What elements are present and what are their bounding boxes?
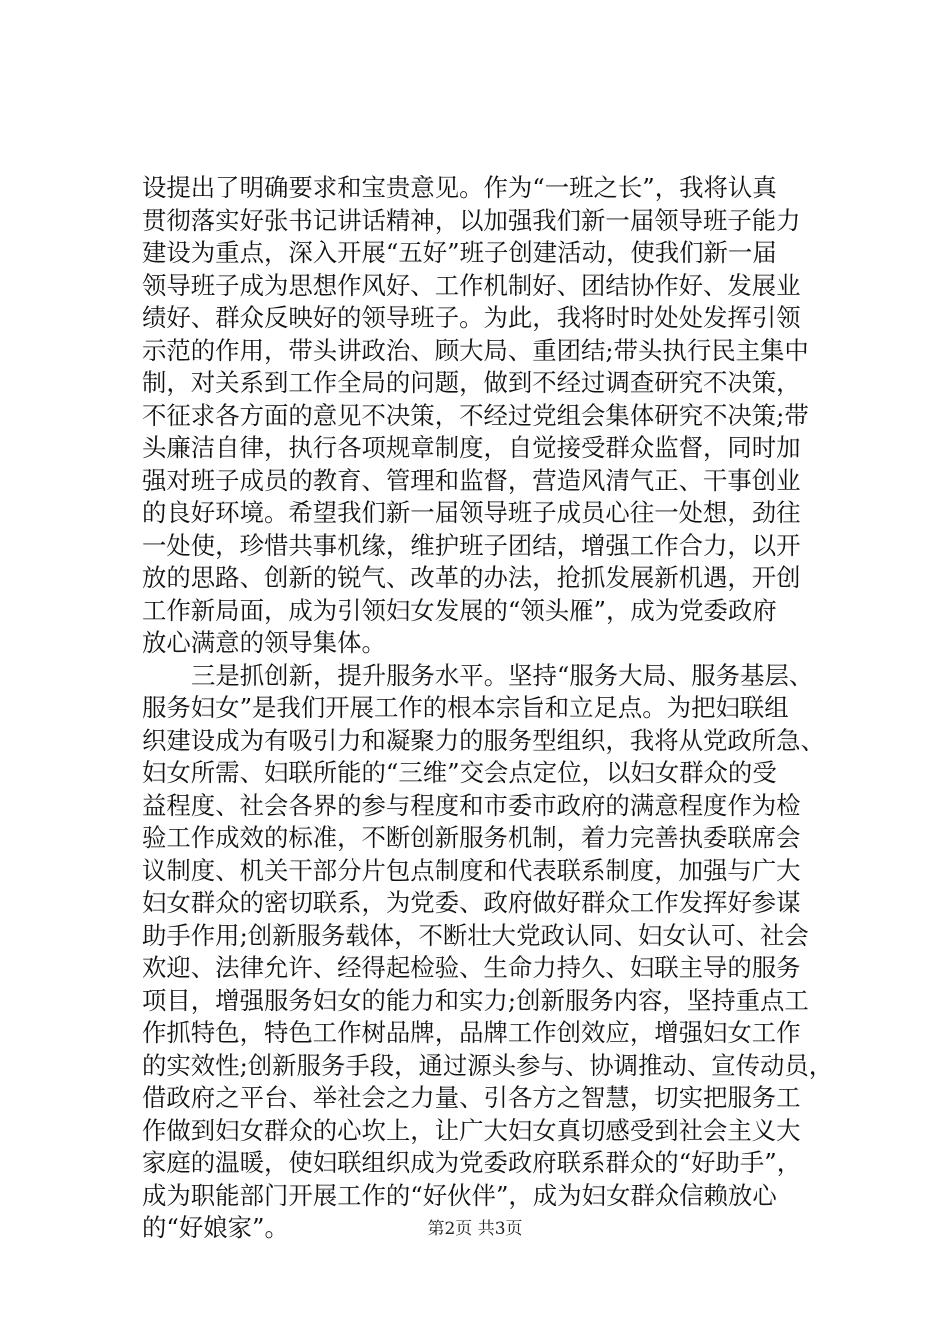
text-line: 验工作成效的标准，不断创新服务机制，着力完善执委联席会 — [142, 823, 801, 852]
text-line: 绩好、群众反映好的领导班子。为此，我将时时处处发挥引领 — [142, 303, 801, 332]
text-line: 工作新局面，成为引领妇女发展的“领头雁”，成为党委政府 — [142, 595, 777, 625]
paragraph-1 — [142, 172, 826, 660]
text-line: 领导班子成为思想作风好、工作机制好、团结协作好、发展业 — [142, 270, 801, 300]
text-line: 妇女所需、妇联所能的“三维”交会点定位，以妇女群众的受 — [142, 758, 777, 787]
text-line: 服务妇女”是我们开展工作的根本宗旨和立足点。为把妇联组 — [142, 693, 789, 722]
text-line: 欢迎、法律允许、经得起检验、生命力持久、妇联主导的服务 — [142, 953, 801, 982]
text-line: 借政府之平台、举社会之力量、引各方之智慧，切实把服务工 — [142, 1083, 801, 1112]
text-line: 放的思路、创新的锐气、改革的办法，抢抓发展新机遇，开创 — [142, 563, 801, 592]
text-line: 项目，增强服务妇女的能力和实力;创新服务内容，坚持重点工 — [142, 985, 809, 1015]
text-line: 三是抓创新，提升服务水平。坚持“服务大局、服务基层、 — [191, 660, 814, 690]
text-line: 示范的作用，带头讲政治、顾大局、重团结;带头执行民主集中 — [142, 335, 809, 365]
text-line: 制，对关系到工作全局的问题，做到不经过调查研究不决策， — [142, 368, 801, 397]
text-line: 不征求各方面的意见不决策，不经过党组会集体研究不决策;带 — [142, 400, 809, 430]
text-line: 贯彻落实好张书记讲话精神，以加强我们新一届领导班子能力 — [142, 205, 801, 235]
text-line: 强对班子成员的教育、管理和监督，营造风清气正、干事创业 — [142, 465, 801, 495]
paragraph-2 — [142, 660, 834, 1245]
text-line: 作抓特色，特色工作树品牌，品牌工作创效应，增强妇女工作 — [142, 1018, 801, 1047]
text-line: 的良好环境。希望我们新一届领导班子成员心往一处想，劲往 — [142, 498, 801, 527]
text-line: 的“好娘家”。 — [142, 1213, 289, 1242]
text-line: 放心满意的领导集体。 — [142, 628, 386, 657]
page-footer — [0, 1218, 950, 1240]
text-line: 家庭的温暖，使妇联组织成为党委政府联系群众的“好助手”， — [142, 1148, 802, 1177]
document-body — [142, 172, 834, 1245]
text-line: 议制度、机关干部分片包点制度和代表联系制度，加强与广大 — [142, 855, 801, 885]
text-line: 建设为重点，深入开展“五好”班子创建活动，使我们新一届 — [142, 238, 777, 267]
page-number: 第2页 共3页 — [427, 1219, 523, 1239]
text-line: 作做到妇女群众的心坎上，让广大妇女真切感受到社会主义大 — [142, 1115, 801, 1145]
text-line: 头廉洁自律，执行各项规章制度，自觉接受群众监督，同时加 — [142, 433, 801, 462]
text-line: 妇女群众的密切联系，为党委、政府做好群众工作发挥好参谋 — [142, 888, 801, 917]
text-line: 益程度、社会各界的参与程度和市委市政府的满意程度作为检 — [142, 790, 801, 820]
text-line: 织建设成为有吸引力和凝聚力的服务型组织，我将从党政所急、 — [142, 725, 825, 755]
text-line: 的实效性;创新服务手段，通过源头参与、协调推动、宣传动员， — [142, 1050, 834, 1080]
text-line: 成为职能部门开展工作的“好伙伴”，成为妇女群众信赖放心 — [142, 1180, 777, 1210]
text-line: 助手作用;创新服务载体，不断壮大党政认同、妇女认可、社会 — [142, 920, 809, 950]
text-line: 设提出了明确要求和宝贵意见。作为“一班之长”，我将认真 — [142, 173, 777, 202]
text-line: 一处使，珍惜共事机缘，维护班子团结，增强工作合力，以开 — [142, 530, 801, 560]
